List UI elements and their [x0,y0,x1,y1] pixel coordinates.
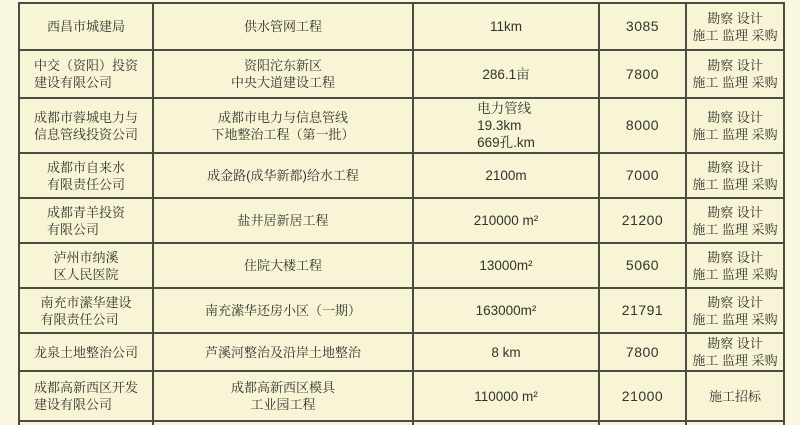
cell-services: 勘察 设计 施工 监理 采购 [686,3,784,50]
cell-project: 住院大楼工程 [153,243,413,288]
cell-owner-empty [19,421,153,425]
table-row [19,3,784,50]
cell-amount: 8000 [599,98,686,153]
cell-owner: 成都市蓉城电力与 信息管线投资公司 [19,98,153,153]
cell-owner: 成都市自来水 有限责任公司 [19,153,153,198]
cell-services: 勘察 设计 施工 监理 采购 [686,98,784,153]
cell-services: 施工招标 [686,371,784,421]
table-row [19,50,784,98]
cell-scale: 11km [413,3,599,50]
cell-scale: 163000m² [413,288,599,333]
cell-amount: 3085 [599,3,686,50]
cell-services: 勘察 设计 施工 监理 采购 [686,243,784,288]
cell-owner: 中交（资阳）投资 建设有限公司 [19,50,153,98]
cell-amount: 21791 [599,288,686,333]
cell-scale: 210000 m² [413,198,599,243]
cell-owner: 南充市潆华建设 有限责任公司 [19,288,153,333]
cell-amount: 7800 [599,333,686,371]
table-row [19,371,784,421]
cell-owner: 泸州市纳溪 区人民医院 [19,243,153,288]
cell-services: 勘察 设计 施工 监理 采购 [686,153,784,198]
cell-project: 南充潆华还房小区（一期） [153,288,413,333]
projects-table [18,2,785,425]
table-row [19,243,784,288]
table-row [19,198,784,243]
table-row-cutoff [19,421,784,425]
cell-services: 勘察 设计 施工 监理 采购 [686,288,784,333]
projects-table-body [19,3,784,425]
cell-project: 成都高新西区模具 工业园工程 [153,371,413,421]
cell-amount: 21000 [599,371,686,421]
cell-amount: 21200 [599,198,686,243]
table-row [19,333,784,371]
cell-scale: 8 km [413,333,599,371]
table-row [19,153,784,198]
cell-services: 勘察 设计 施工 监理 采购 [686,333,784,371]
cell-services-empty [686,421,784,425]
cell-scale: 电力管线 19.3km 669孔.km [413,98,599,153]
cell-amount: 7800 [599,50,686,98]
table-row [19,98,784,153]
table-row [19,288,784,333]
cell-amount: 5060 [599,243,686,288]
cell-project: 成金路(成华新都)给水工程 [153,153,413,198]
cell-owner: 龙泉土地整治公司 [19,333,153,371]
cell-project: 成都市电力与信息管线 下地整治工程（第一批） [153,98,413,153]
cell-services: 勘察 设计 施工 监理 采购 [686,198,784,243]
cell-services: 勘察 设计 施工 监理 采购 [686,50,784,98]
cell-scale: 286.1亩 [413,50,599,98]
cell-project: 供水管网工程 [153,3,413,50]
cell-project: 芦溪河整治及沿岸土地整治 [153,333,413,371]
cell-owner: 成都青羊投资 有限公司 [19,198,153,243]
cell-scale: 2100m [413,153,599,198]
cell-project-empty [153,421,413,425]
cell-scale: 110000 m² [413,371,599,421]
cell-project: 盐井居新居工程 [153,198,413,243]
cell-scale-empty [413,421,599,425]
cell-owner: 成都高新西区开发 建设有限公司 [19,371,153,421]
cell-amount-empty [599,421,686,425]
cell-owner: 西昌市城建局 [19,3,153,50]
cell-amount: 7000 [599,153,686,198]
cell-project: 资阳沱东新区 中央大道建设工程 [153,50,413,98]
cell-scale: 13000m² [413,243,599,288]
